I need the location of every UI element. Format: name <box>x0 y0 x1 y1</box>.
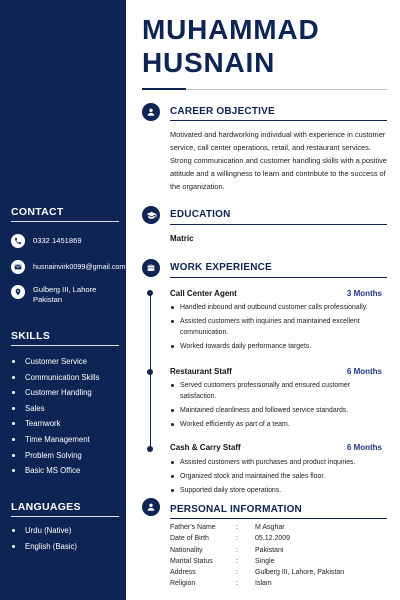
job-duty: Assisted customers with purchases and product inquiries. <box>170 457 382 468</box>
languages-heading: LANGUAGES <box>11 501 81 513</box>
table-row <box>170 533 344 544</box>
info-separator: : <box>236 569 238 577</box>
job-duties <box>170 380 382 433</box>
skills-heading: SKILLS <box>11 330 51 342</box>
contact-address <box>11 285 123 305</box>
personal-information-divider <box>170 518 387 519</box>
skills-list <box>11 354 123 479</box>
job-duty: Supported daily store operations. <box>170 485 382 496</box>
location-icon <box>11 285 25 299</box>
table-row <box>170 545 344 556</box>
job-title: Restaurant Staff <box>170 367 232 376</box>
phone-icon <box>11 234 25 248</box>
phone-number: 0332 1451869 <box>33 236 82 245</box>
skill-item: Customer Handling <box>11 385 123 401</box>
info-key: Father's Name <box>170 524 216 531</box>
name-first: MUHAMMAD <box>142 14 320 45</box>
skill-item: Communication Skills <box>11 370 123 386</box>
career-objective-text: Motivated and hardworking individual with experience in customer service, call center operations, retail, and restaurant services. Strong communication and customer handling skills with a positive attitude and a willingness to learn and contribute to the success of the organization. <box>170 130 387 191</box>
education-divider <box>170 224 387 225</box>
timeline-dot <box>147 369 153 375</box>
job-duty: Assisted customers with inquiries and maintained excellent communication. <box>170 316 382 338</box>
info-separator: : <box>236 535 238 543</box>
info-separator: : <box>236 546 238 554</box>
job-duration: 6 Months <box>346 443 382 452</box>
language-item: Urdu (Native) <box>11 523 123 539</box>
work-experience-divider <box>170 277 387 278</box>
info-value: M Asghar <box>255 524 285 531</box>
info-value: Single <box>255 557 275 565</box>
info-key: Date of Birth <box>170 535 209 543</box>
info-value: Pakistani <box>255 546 284 554</box>
job-duration: 6 Months <box>346 367 382 376</box>
graduation-cap-icon <box>142 206 160 224</box>
name-divider-accent <box>142 88 186 90</box>
info-value: 05.12.2009 <box>255 535 291 543</box>
address-text: Gulberg III, Lahore Pakistan <box>33 285 97 304</box>
table-row <box>170 522 344 533</box>
info-separator: : <box>236 580 238 588</box>
email-address: husnainvirk0099@gmail.com <box>33 262 126 271</box>
skills-divider <box>11 345 119 346</box>
table-row <box>170 578 344 589</box>
contact-heading: CONTACT <box>11 206 64 218</box>
skill-item: Customer Service <box>11 354 123 370</box>
job-duties <box>170 302 382 355</box>
language-item: English (Basic) <box>11 539 123 555</box>
table-row <box>170 556 344 567</box>
languages-divider <box>11 516 119 517</box>
skill-item: Basic MS Office <box>11 463 123 479</box>
job-duty: Handled inbound and outbound customer calls professionally. <box>170 302 382 313</box>
skill-item: Teamwork <box>11 416 123 432</box>
contact-phone <box>11 234 123 248</box>
info-key: Marital Status <box>170 557 213 565</box>
person-icon <box>142 498 160 516</box>
info-separator: : <box>236 557 238 565</box>
skill-item: Time Management <box>11 432 123 448</box>
timeline-dot <box>147 446 153 452</box>
education-entry: Matric <box>170 234 194 243</box>
job-duty: Served customers professionally and ensured customer satisfaction. <box>170 380 382 402</box>
languages-list <box>11 523 123 554</box>
contact-divider <box>11 221 119 222</box>
person-icon <box>142 103 160 121</box>
info-key: Nationality <box>170 546 203 554</box>
job-duties <box>170 457 382 499</box>
career-objective-divider <box>170 120 387 121</box>
job-duty: Organized stock and maintained the sales floor. <box>170 471 382 482</box>
candidate-name <box>142 13 319 79</box>
skill-item: Problem Solving <box>11 448 123 464</box>
personal-information-table <box>170 522 344 590</box>
info-value: Islam <box>255 580 272 588</box>
job-title: Cash & Carry Staff <box>170 443 241 452</box>
info-value: Gulberg III, Lahore, Pakistan <box>255 569 345 577</box>
sidebar <box>0 0 126 600</box>
timeline-dot <box>147 290 153 296</box>
info-key: Address <box>170 569 196 577</box>
job-duty: Worked towards daily performance targets. <box>170 341 382 352</box>
education-title: EDUCATION <box>170 209 231 220</box>
contact-email <box>11 260 126 274</box>
job-duty: Worked efficiently as part of a team. <box>170 419 382 430</box>
job-title: Call Center Agent <box>170 289 237 298</box>
personal-information-title: PERSONAL INFORMATION <box>170 504 302 515</box>
name-last: HUSNAIN <box>142 47 276 78</box>
job-duration: 3 Months <box>346 289 382 298</box>
job-duty: Maintained cleanliness and followed service standards. <box>170 405 382 416</box>
career-objective-title: CAREER OBJECTIVE <box>170 106 275 117</box>
info-separator: : <box>236 524 238 531</box>
work-experience-title: WORK EXPERIENCE <box>170 262 272 273</box>
skill-item: Sales <box>11 401 123 417</box>
briefcase-icon <box>142 259 160 277</box>
info-key: Religion <box>170 580 196 588</box>
email-icon <box>11 260 25 274</box>
table-row <box>170 567 344 578</box>
